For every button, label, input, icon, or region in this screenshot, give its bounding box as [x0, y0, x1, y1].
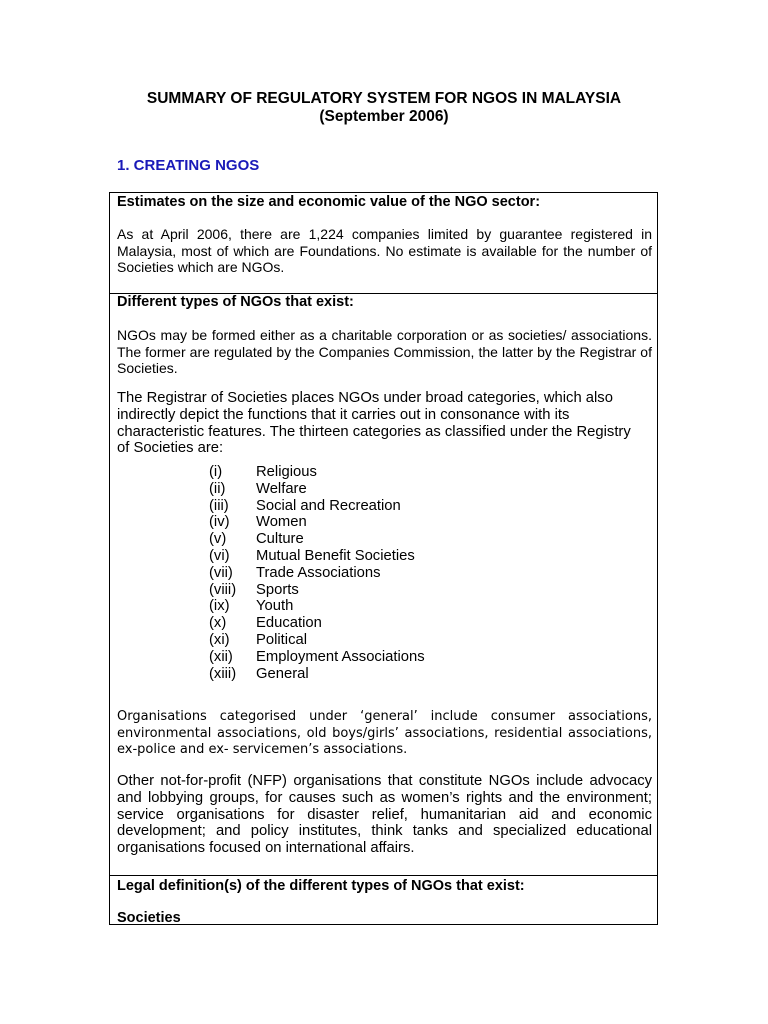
list-item: [209, 582, 425, 599]
category-label: Social and Recreation: [256, 497, 401, 514]
section-heading: 1. CREATING NGOS: [117, 157, 260, 174]
table-row-legal-definitions: [110, 875, 657, 924]
societies-subheading: Societies: [117, 910, 181, 926]
category-label: Mutual Benefit Societies: [256, 547, 415, 564]
list-item: [209, 464, 425, 481]
category-number: (i): [209, 464, 223, 480]
sector-estimates-paragraph: As at April 2006, there are 1,224 companies limited by guarantee registered in Malaysia, most of which are Foundations. No estimate is available for the number of Societies which are NGOs.: [117, 226, 652, 276]
list-item: [209, 666, 425, 683]
list-item: [209, 531, 425, 548]
category-label: Religious: [256, 464, 317, 480]
category-number: (vii): [209, 564, 233, 581]
table-row-ngo-types: [110, 293, 657, 875]
category-label: Sports: [256, 581, 299, 598]
ngo-types-paragraph-2: The Registrar of Societies places NGOs under broad categories, which also indirectly depict the functions that it carries out in consonance with its characteristic features. The thirteen categories as classified under the Registry of Societies are:: [117, 390, 631, 457]
row-heading-sector-estimates: Estimates on the size and economic value of the NGO sector:: [117, 194, 541, 210]
category-label: Welfare: [256, 480, 307, 497]
category-number: (x): [209, 615, 227, 632]
list-item: [209, 598, 425, 615]
category-label: Trade Associations: [256, 564, 381, 581]
category-label: Women: [256, 514, 307, 531]
category-number: (xi): [209, 631, 230, 648]
list-item: [209, 514, 425, 531]
document-title: SUMMARY OF REGULATORY SYSTEM FOR NGOS IN MALAYSIA: [146, 90, 622, 107]
category-number: (iv): [209, 514, 230, 531]
list-item: [209, 649, 425, 666]
category-label: General: [256, 665, 309, 682]
category-number: (viii): [209, 581, 237, 598]
category-label: Youth: [256, 598, 294, 615]
category-number: (iii): [209, 497, 229, 514]
ngo-types-paragraph-1: NGOs may be formed either as a charitable corporation or as societies/ associations. The former are regulated by the Companies Commission, the latter by the Registrar of Societies.: [117, 327, 652, 377]
table-row-sector-estimates: [110, 193, 657, 293]
category-number: (xii): [209, 648, 233, 665]
category-list: [209, 464, 425, 682]
list-item: [209, 632, 425, 649]
category-label: Education: [256, 615, 322, 632]
regulatory-table: [109, 192, 658, 925]
row-heading-legal-definitions: Legal definition(s) of the different types of NGOs that exist:: [117, 878, 525, 894]
category-number: (vi): [209, 547, 230, 564]
category-number: (ii): [209, 480, 226, 497]
category-number: (xiii): [209, 665, 237, 682]
list-item: [209, 565, 425, 582]
category-number: (v): [209, 531, 227, 548]
ngo-types-paragraph-4: Other not-for-profit (NFP) organisations that constitute NGOs include advocacy and lobbying groups, for causes such as women’s rights and the environment; service organisations for disaster relief, humanitarian aid and economic development; and policy institutes, think tanks and specialized educational organisations focused on international affairs.: [117, 773, 652, 857]
list-item: [209, 615, 425, 632]
list-item: [209, 481, 425, 498]
category-label: Culture: [256, 531, 304, 548]
category-label: Political: [256, 631, 307, 648]
list-item: [209, 548, 425, 565]
document-date: (September 2006): [319, 108, 449, 125]
category-label: Employment Associations: [256, 648, 425, 665]
list-item: [209, 498, 425, 515]
row-heading-ngo-types: Different types of NGOs that exist:: [117, 294, 354, 310]
ngo-types-paragraph-3: Organisations categorised under ‘general’ include consumer associations, environmental associations, old boys/girls’ associations, residential associations, ex-police and ex- servicemen’s associations.: [117, 709, 652, 758]
category-number: (ix): [209, 598, 230, 615]
